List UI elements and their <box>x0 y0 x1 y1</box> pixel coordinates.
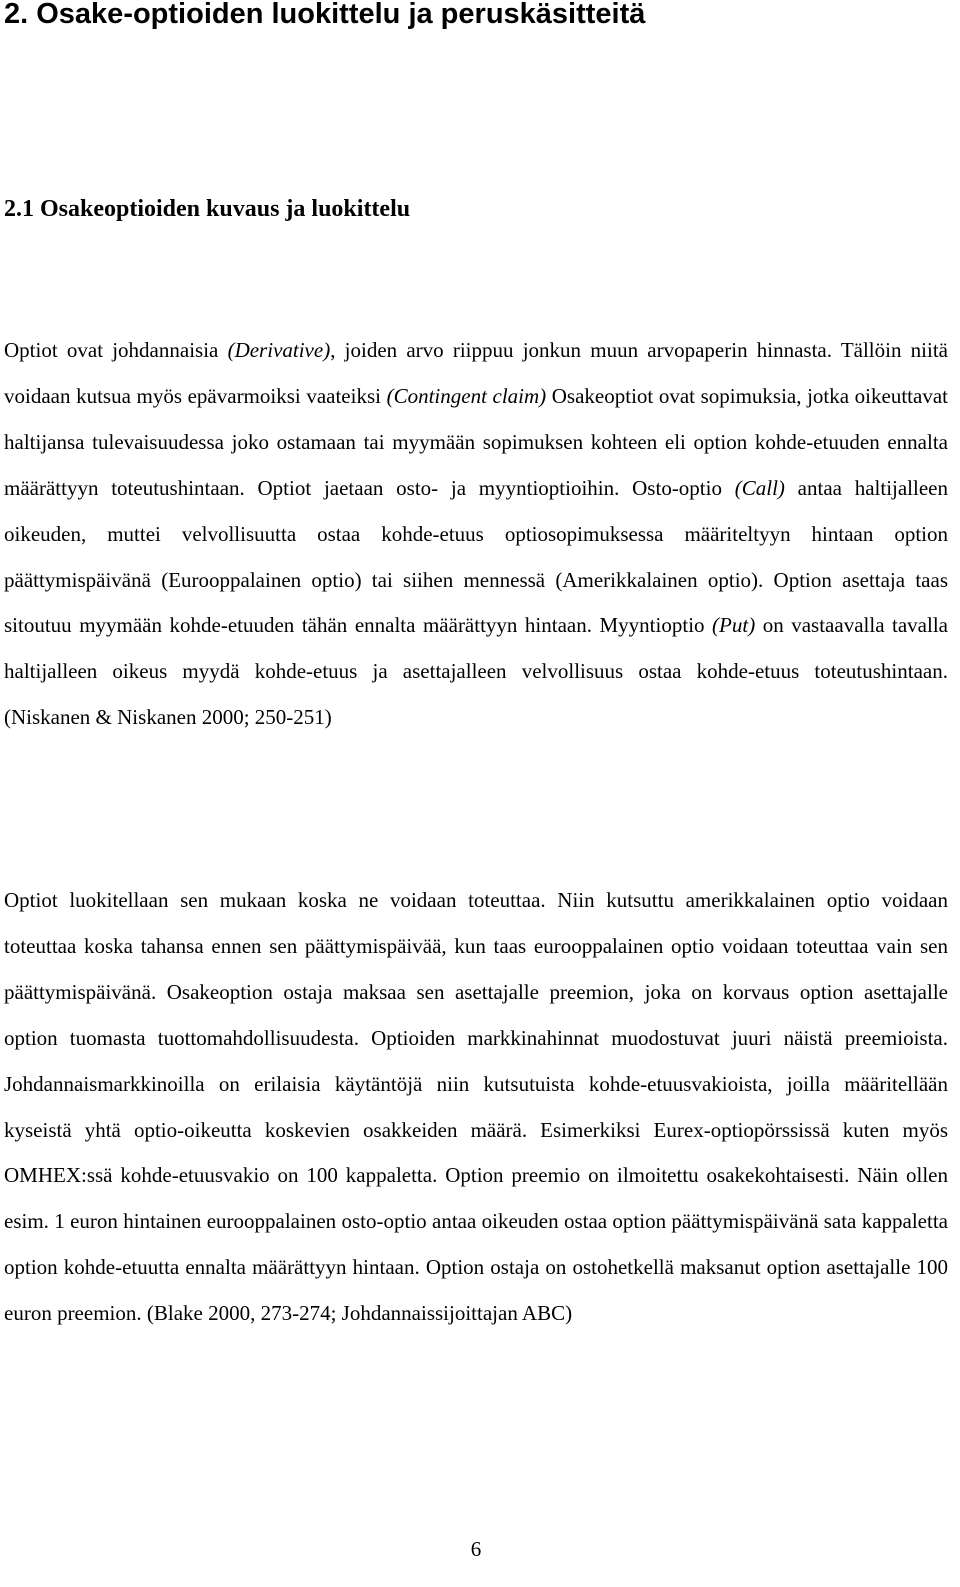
term-call: (Call) <box>734 475 785 500</box>
section-heading: 2.1 Osakeoptioiden kuvaus ja luokittelu <box>4 196 411 222</box>
text-segment: Optiot ovat johdannaisia <box>4 338 228 362</box>
term-put: (Put) <box>712 613 756 638</box>
paragraph-options-definition <box>4 328 948 741</box>
page-number: 6 <box>470 1537 482 1561</box>
chapter-heading: 2. Osake-optioiden luokittelu ja peruskäsitteitä <box>4 0 646 30</box>
term-contingent-claim: (Contingent claim) <box>386 383 547 408</box>
text-segment: Osakeoptiot ovat sopimuksia, jotka oikeuttavat haltijansa tulevaisuudessa joko ostamaan tai myymään sopimuksen kohteen eli option kohde-etuuden ennalta määrättyyn toteutushintaan. Optiot jaetaan osto- ja myyntioptioihin. Osto-optio <box>4 383 948 500</box>
text-segment: antaa haltijalleen oikeuden, muttei velvollisuutta ostaa kohde-etuus optiosopimuksessa määriteltyyn hintaan option päättymispäivänä (Eurooppalainen optio) tai siihen mennessä (Amerikkalainen optio). Option asettaja taas sitoutuu myymään kohde-etuuden tähän ennalta määrättyyn hintaan. Myyntioptio <box>4 475 948 638</box>
text-segment: , joiden arvo riippuu jonkun muun arvopaperin hinnasta. Tällöin niitä voidaan kutsua myös epävarmoiksi vaateiksi <box>4 338 949 408</box>
text-segment: on vastaavalla tavalla haltijalleen oikeus myydä kohde-etuus ja asettajalleen velvollisuus ostaa kohde-etuus toteutushintaan. (Niskanen & Niskanen 2000; 250-251) <box>4 613 948 730</box>
paragraph-options-classification: Optiot luokitellaan sen mukaan koska ne voidaan toteuttaa. Niin kutsuttu amerikkalainen optio voidaan toteuttaa koska tahansa ennen sen päättymispäivää, kun taas eurooppalainen optio voidaan toteuttaa vain sen päättymispäivänä. Osakeoption ostaja maksaa sen asettajalle preemion, joka on korvaus option asettajalle option tuomasta tuottomahdollisuudesta. Optioiden markkinahinnat muodostuvat juuri näistä preemioista. Johdannaismarkkinoilla on erilaisia käytäntöjä niin kutsutuista kohde-etuusvakioista, joilla määritellään kyseistä yhtä optio-oikeutta koskevien osakkeiden määrä. Esimerkiksi Eurex-optiopörssissä kuten myös OMHEX:ssä kohde-etuusvakio on 100 kappaletta. Option preemio on ilmoitettu osakekohtaisesti. Näin ollen esim. 1 euron hintainen eurooppalainen osto-optio antaa oikeuden ostaa option päättymispäivänä sata kappaletta option kohde-etuutta ennalta määrättyyn hintaan. Option ostaja on ostohetkellä maksanut option asettajalle 100 euron preemion. (Blake 2000, 273-274; Johdannaissijoittajan ABC) <box>4 888 948 1326</box>
term-derivative: (Derivative) <box>227 338 331 362</box>
